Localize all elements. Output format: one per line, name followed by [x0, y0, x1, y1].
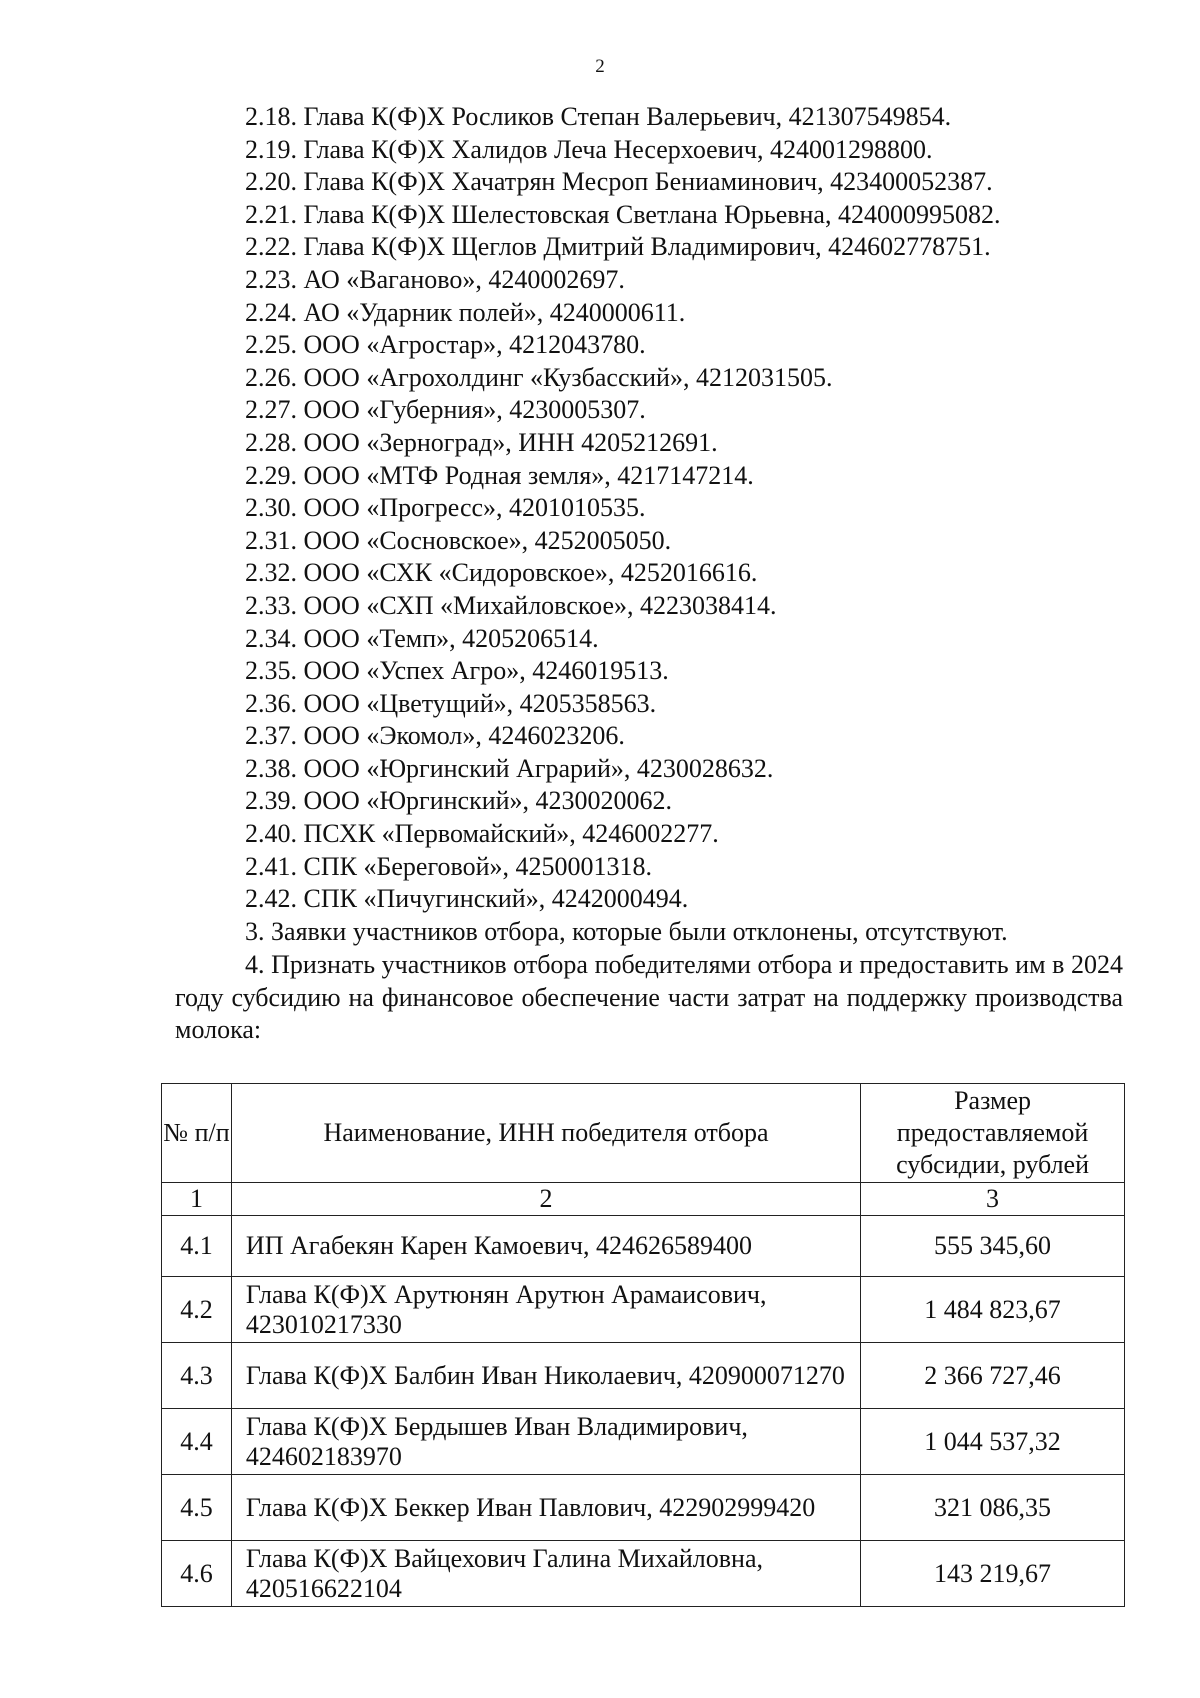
- table-row: [162, 1409, 1125, 1475]
- row-name: Глава К(Ф)Х Арутюнян Арутюн Арамаисович, 423010217330: [231, 1277, 860, 1343]
- list-item: 2.40. ПСХК «Первомайский», 4246002277.: [245, 819, 719, 849]
- list-item: 2.27. ООО «Губерния», 4230005307.: [245, 395, 646, 425]
- table-row: [162, 1277, 1125, 1343]
- winners-table: [161, 1083, 1125, 1607]
- row-amount: 321 086,35: [861, 1475, 1125, 1541]
- list-item: 2.42. СПК «Пичугинский», 4242000494.: [245, 884, 689, 914]
- list-item: 2.38. ООО «Юргинский Аграрий», 4230028632.: [245, 753, 774, 783]
- list-item: 2.24. АО «Ударник полей», 4240000611.: [245, 297, 686, 327]
- list-item: 2.41. СПК «Береговой», 4250001318.: [245, 851, 652, 881]
- list-item: 2.20. Глава К(Ф)Х Хачатрян Месроп Бениаминович, 423400052387.: [245, 167, 993, 197]
- list-item: 2.21. Глава К(Ф)Х Шелестовская Светлана Юрьевна, 424000995082.: [245, 199, 1001, 229]
- row-num: 4.2: [162, 1277, 232, 1343]
- list-item: 2.35. ООО «Успех Агро», 4246019513.: [245, 656, 669, 686]
- header-amount-label: Размер предоставляемой субсидии, рублей: [896, 1086, 1090, 1179]
- header-num: [162, 1084, 232, 1183]
- row-amount: 143 219,67: [861, 1541, 1125, 1607]
- table-index-row: [162, 1183, 1125, 1216]
- list-item: 2.37. ООО «Экомол», 4246023206.: [245, 721, 625, 751]
- list-item: 2.23. АО «Ваганово», 4240002697.: [245, 264, 625, 294]
- index-cell: 3: [861, 1183, 1125, 1216]
- list-item: 2.33. ООО «СХП «Михайловское», 4223038414.: [245, 590, 777, 620]
- row-name: Глава К(Ф)Х Балбин Иван Николаевич, 420900071270: [231, 1343, 860, 1409]
- row-name: Глава К(Ф)Х Беккер Иван Павлович, 422902999420: [231, 1475, 860, 1541]
- list-item: 2.19. Глава К(Ф)Х Халидов Леча Несерхоевич, 424001298800.: [245, 134, 933, 164]
- row-name: ИП Агабекян Карен Камоевич, 424626589400: [231, 1216, 860, 1277]
- row-num: 4.5: [162, 1475, 232, 1541]
- header-name: [231, 1084, 860, 1183]
- list-item: 2.39. ООО «Юргинский», 4230020062.: [245, 786, 673, 816]
- row-amount: 1 044 537,32: [861, 1409, 1125, 1475]
- row-num: 4.3: [162, 1343, 232, 1409]
- list-item: 2.32. ООО «СХК «Сидоровское», 4252016616.: [245, 558, 758, 588]
- header-amount: [861, 1084, 1125, 1183]
- list-item: 2.26. ООО «Агрохолдинг «Кузбасский», 4212031505.: [245, 362, 833, 392]
- list-item: 2.36. ООО «Цветущий», 4205358563.: [245, 688, 657, 718]
- page-number: 2: [595, 56, 605, 77]
- index-cell: 1: [162, 1183, 232, 1216]
- header-name-label: Наименование, ИНН победителя отбора: [323, 1118, 769, 1147]
- list-item: 2.25. ООО «Агростар», 4212043780.: [245, 330, 646, 360]
- participants-list: [245, 101, 1125, 916]
- list-item: 2.18. Глава К(Ф)Х Росликов Степан Валерьевич, 421307549854.: [245, 102, 952, 131]
- row-name: Глава К(Ф)Х Бердышев Иван Владимирович, 424602183970: [231, 1409, 860, 1475]
- row-num: 4.4: [162, 1409, 232, 1475]
- row-amount: 1 484 823,67: [861, 1277, 1125, 1343]
- row-name: Глава К(Ф)Х Вайцехович Галина Михайловна, 420516622104: [231, 1541, 860, 1607]
- paragraph-winners-decision: 4. Признать участников отбора победителями отбора и предоставить им в 2024 году субсидию на финансовое обеспечение части затрат на поддержку производства молока:: [175, 950, 1123, 1045]
- list-item: 2.22. Глава К(Ф)Х Щеглов Дмитрий Владимирович, 424602778751.: [245, 232, 991, 262]
- table-row: [162, 1475, 1125, 1541]
- list-item: 2.30. ООО «Прогресс», 4201010535.: [245, 493, 646, 523]
- table-row: [162, 1216, 1125, 1277]
- row-amount: 555 345,60: [861, 1216, 1125, 1277]
- list-item: 2.31. ООО «Сосновское», 4252005050.: [245, 525, 672, 555]
- header-num-label: № п/п: [163, 1118, 230, 1147]
- row-num: 4.1: [162, 1216, 232, 1277]
- list-item: 2.34. ООО «Темп», 4205206514.: [245, 623, 599, 653]
- list-item: 2.28. ООО «Зерноград», ИНН 4205212691.: [245, 427, 718, 457]
- table-header-row: [162, 1084, 1125, 1183]
- row-num: 4.6: [162, 1541, 232, 1607]
- list-item: 2.29. ООО «МТФ Родная земля», 4217147214.: [245, 460, 754, 490]
- table-row: [162, 1541, 1125, 1607]
- paragraph-rejected-applications: 3. Заявки участников отбора, которые были отклонены, отсутствуют.: [245, 917, 1008, 946]
- row-amount: 2 366 727,46: [861, 1343, 1125, 1409]
- index-cell: 2: [231, 1183, 860, 1216]
- table-row: [162, 1343, 1125, 1409]
